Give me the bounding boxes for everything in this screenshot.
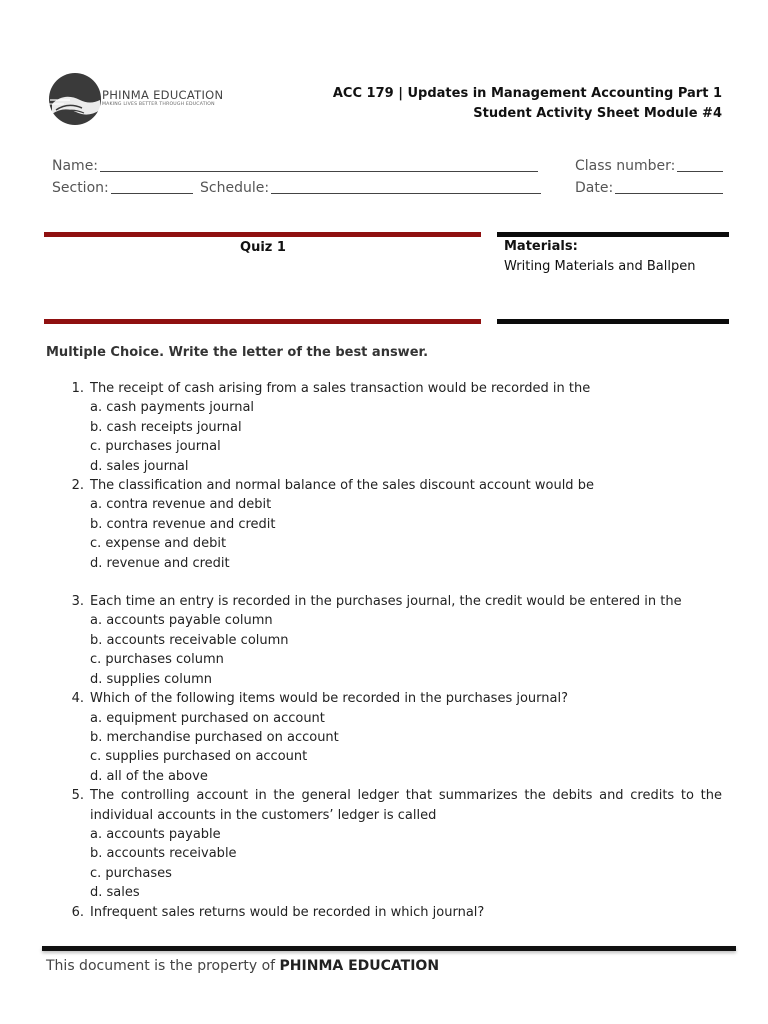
date-blank[interactable] <box>615 179 723 194</box>
section-field[interactable] <box>52 179 193 196</box>
question-4 <box>64 689 722 786</box>
materials-bottom-rule <box>497 319 729 324</box>
question-number: 1. <box>71 381 84 396</box>
footer-text: This document is the property of <box>46 958 276 974</box>
schedule-blank[interactable] <box>271 179 541 194</box>
question-stem: Which of the following items would be recorded in the purchases journal? <box>90 691 568 707</box>
schedule-field[interactable] <box>200 179 541 196</box>
option-b: b. accounts receivable column <box>90 632 289 648</box>
option-b: b. accounts receivable <box>90 846 237 862</box>
class-number-label: Class number: <box>575 158 676 174</box>
logo-tagline: MAKING LIVES BETTER THROUGH EDUCATION <box>102 102 215 107</box>
option-d: d. all of the above <box>90 768 208 784</box>
option-b: b. cash receipts journal <box>90 419 242 435</box>
class-number-field[interactable] <box>575 157 723 174</box>
instructions: Multiple Choice. Write the letter of the best answer. <box>46 345 429 360</box>
question-list <box>64 379 722 922</box>
option-a: a. contra revenue and debit <box>90 497 272 513</box>
option-b: b. contra revenue and credit <box>90 516 276 532</box>
quiz-top-rule <box>44 232 481 237</box>
question-number: 3. <box>71 594 84 610</box>
materials-label: Materials: <box>504 239 578 254</box>
option-c: c. purchases column <box>90 652 224 668</box>
section-label: Section: <box>52 180 109 196</box>
question-stem: The controlling account in the general ledger that summarizes the debits and credits to the individual accounts in the customers’ ledger is called <box>90 788 722 823</box>
question-3 <box>64 592 722 689</box>
option-a: a. accounts payable <box>90 826 221 842</box>
option-c: c. purchases journal <box>90 439 221 455</box>
section-blank[interactable] <box>111 179 193 194</box>
logo-name: PHINMA EDUCATION <box>102 88 224 102</box>
quiz-title: Quiz 1 <box>240 240 286 255</box>
question-1 <box>64 379 722 476</box>
name-label: Name: <box>52 158 99 174</box>
option-c: c. purchases <box>90 865 172 881</box>
materials-top-rule <box>497 232 729 237</box>
date-label: Date: <box>575 180 614 196</box>
question-5 <box>64 786 722 902</box>
question-number: 4. <box>71 691 84 707</box>
question-stem: Infrequent sales returns would be recorded in which journal? <box>90 904 485 920</box>
class-number-blank[interactable] <box>677 157 723 172</box>
question-6 <box>64 903 722 922</box>
question-stem: The receipt of cash arising from a sales transaction would be recorded in the <box>90 381 591 396</box>
name-blank[interactable] <box>100 157 538 172</box>
name-field[interactable] <box>52 157 538 174</box>
option-d: d. revenue and credit <box>90 555 230 571</box>
sheet-title: Student Activity Sheet Module #4 <box>473 106 722 121</box>
option-c: c. supplies purchased on account <box>90 749 308 765</box>
option-d: d. supplies column <box>90 671 213 687</box>
option-d: d. sales journal <box>90 458 189 474</box>
option-a: a. cash payments journal <box>90 400 255 416</box>
option-a: a. equipment purchased on account <box>90 710 325 726</box>
option-d: d. sales <box>90 885 140 901</box>
question-number: 6. <box>71 904 84 920</box>
question-stem: The classification and normal balance of the sales discount account would be <box>90 478 594 494</box>
question-2 <box>64 476 722 573</box>
question-stem: Each time an entry is recorded in the purchases journal, the credit would be entered in the <box>90 594 682 610</box>
footer-rule <box>42 946 736 951</box>
schedule-label: Schedule: <box>200 180 270 196</box>
quiz-bottom-rule <box>44 319 481 324</box>
question-number: 5. <box>71 788 84 804</box>
option-c: c. expense and debit <box>90 536 227 552</box>
footer-owner: PHINMA EDUCATION <box>279 958 440 974</box>
course-title: ACC 179 | Updates in Management Accounting Part 1 <box>332 86 722 101</box>
question-number: 2. <box>71 478 84 494</box>
footer <box>46 958 439 974</box>
phinma-seal-icon <box>46 70 102 128</box>
materials-value: Writing Materials and Ballpen <box>504 259 696 274</box>
option-a: a. accounts payable column <box>90 613 273 629</box>
option-b: b. merchandise purchased on account <box>90 729 339 745</box>
date-field[interactable] <box>575 179 723 196</box>
